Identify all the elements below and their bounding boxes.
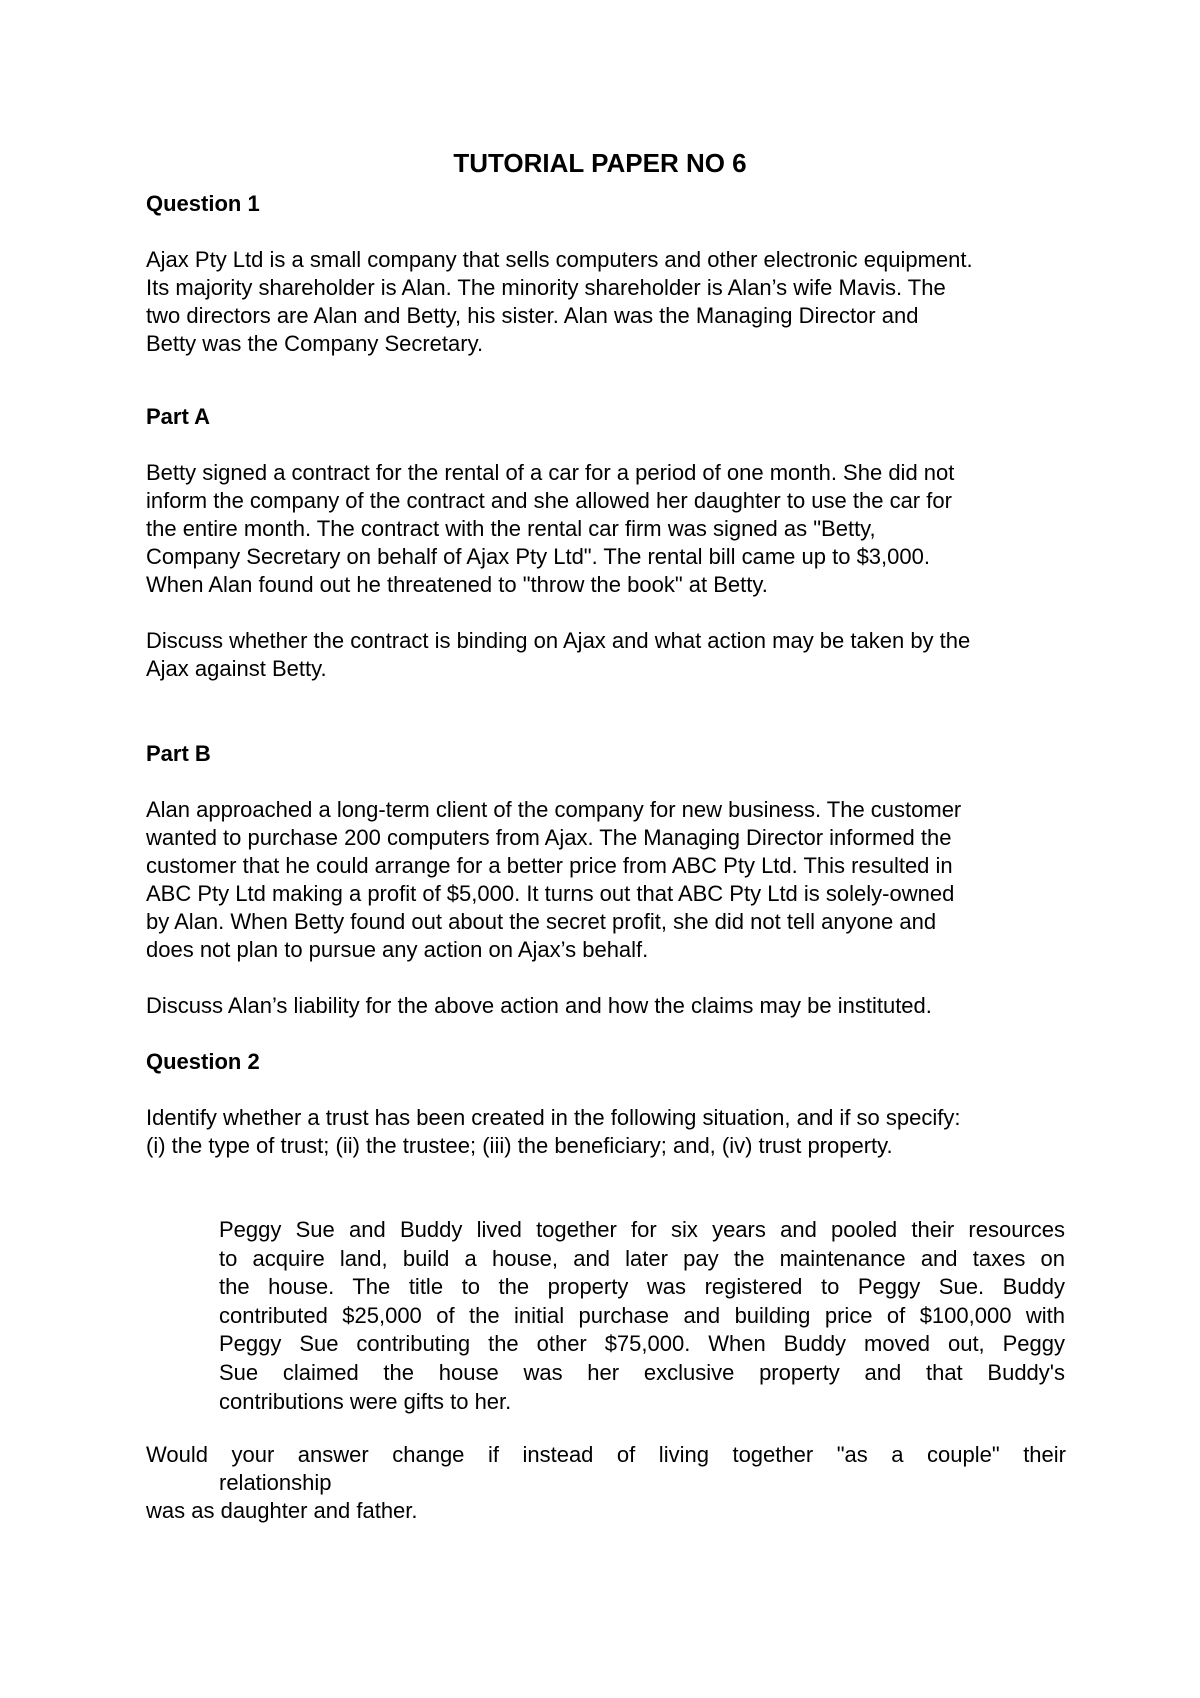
question-1-intro bbox=[146, 246, 1066, 358]
question-2-heading: Question 2 bbox=[146, 1049, 260, 1074]
text-line: two directors are Alan and Betty, his sister. Alan was the Managing Director and bbox=[146, 303, 919, 328]
part-a-heading: Part A bbox=[146, 404, 210, 429]
text-line: the house. The title to the property was registered to Peggy Sue. Buddy bbox=[219, 1274, 1065, 1300]
text-line: does not plan to pursue any action on Ajax’s behalf. bbox=[146, 937, 649, 962]
text-line: Betty was the Company Secretary. bbox=[146, 331, 484, 356]
trust-scenario bbox=[219, 1216, 1065, 1416]
text-line: (i) the type of trust; (ii) the trustee; (iii) the beneficiary; and, (iv) trust property. bbox=[146, 1133, 893, 1158]
part-a-body bbox=[146, 459, 1066, 599]
text-line: Discuss Alan’s liability for the above action and how the claims may be instituted. bbox=[146, 993, 932, 1018]
text-line: the entire month. The contract with the rental car firm was signed as "Betty, bbox=[146, 516, 876, 541]
text-line: Its majority shareholder is Alan. The minority shareholder is Alan’s wife Mavis. The bbox=[146, 275, 946, 300]
text-line: Sue claimed the house was her exclusive property and that Buddy's bbox=[219, 1359, 1065, 1385]
question-2-followup bbox=[146, 1441, 1066, 1525]
page-title: TUTORIAL PAPER NO 6 bbox=[453, 148, 747, 178]
text-line: Identify whether a trust has been created in the following situation, and if so specify: bbox=[146, 1105, 961, 1130]
part-b-heading: Part B bbox=[146, 741, 211, 766]
text-line: Alan approached a long-term client of the company for new business. The customer bbox=[146, 797, 962, 822]
question-1-heading: Question 1 bbox=[146, 191, 260, 216]
text-line: by Alan. When Betty found out about the secret profit, she did not tell anyone and bbox=[146, 909, 937, 934]
text-line: customer that he could arrange for a better price from ABC Pty Ltd. This resulted in bbox=[146, 853, 953, 878]
text-line: Company Secretary on behalf of Ajax Pty Ltd". The rental bill came up to $3,000. bbox=[146, 544, 930, 569]
text-line: relationship bbox=[219, 1470, 332, 1495]
part-b-body bbox=[146, 796, 1066, 964]
text-line: Would your answer change if instead of living together "as a couple" their bbox=[146, 1442, 1066, 1467]
text-line: was as daughter and father. bbox=[146, 1498, 418, 1523]
part-a-question bbox=[146, 627, 1066, 683]
question-2-intro bbox=[146, 1104, 1066, 1160]
text-line: wanted to purchase 200 computers from Ajax. The Managing Director informed the bbox=[146, 825, 952, 850]
text-line: contributed $25,000 of the initial purchase and building price of $100,000 with bbox=[219, 1302, 1065, 1328]
text-line: ABC Pty Ltd making a profit of $5,000. It turns out that ABC Pty Ltd is solely-owned bbox=[146, 881, 955, 906]
text-line: Peggy Sue and Buddy lived together for six years and pooled their resources bbox=[219, 1217, 1065, 1242]
text-line: Peggy Sue contributing the other $75,000. When Buddy moved out, Peggy bbox=[219, 1331, 1065, 1357]
text-line: to acquire land, build a house, and later pay the maintenance and taxes on bbox=[219, 1245, 1065, 1271]
text-line: contributions were gifts to her. bbox=[219, 1388, 512, 1414]
text-line: Ajax against Betty. bbox=[146, 656, 327, 681]
part-b-question bbox=[146, 992, 1066, 1020]
text-line: When Alan found out he threatened to "throw the book" at Betty. bbox=[146, 572, 768, 597]
text-line: Discuss whether the contract is binding on Ajax and what action may be taken by the bbox=[146, 628, 971, 653]
text-line: Ajax Pty Ltd is a small company that sells computers and other electronic equipment. bbox=[146, 247, 973, 272]
text-line: Betty signed a contract for the rental of a car for a period of one month. She did not bbox=[146, 460, 955, 485]
text-line: inform the company of the contract and she allowed her daughter to use the car for bbox=[146, 488, 952, 513]
